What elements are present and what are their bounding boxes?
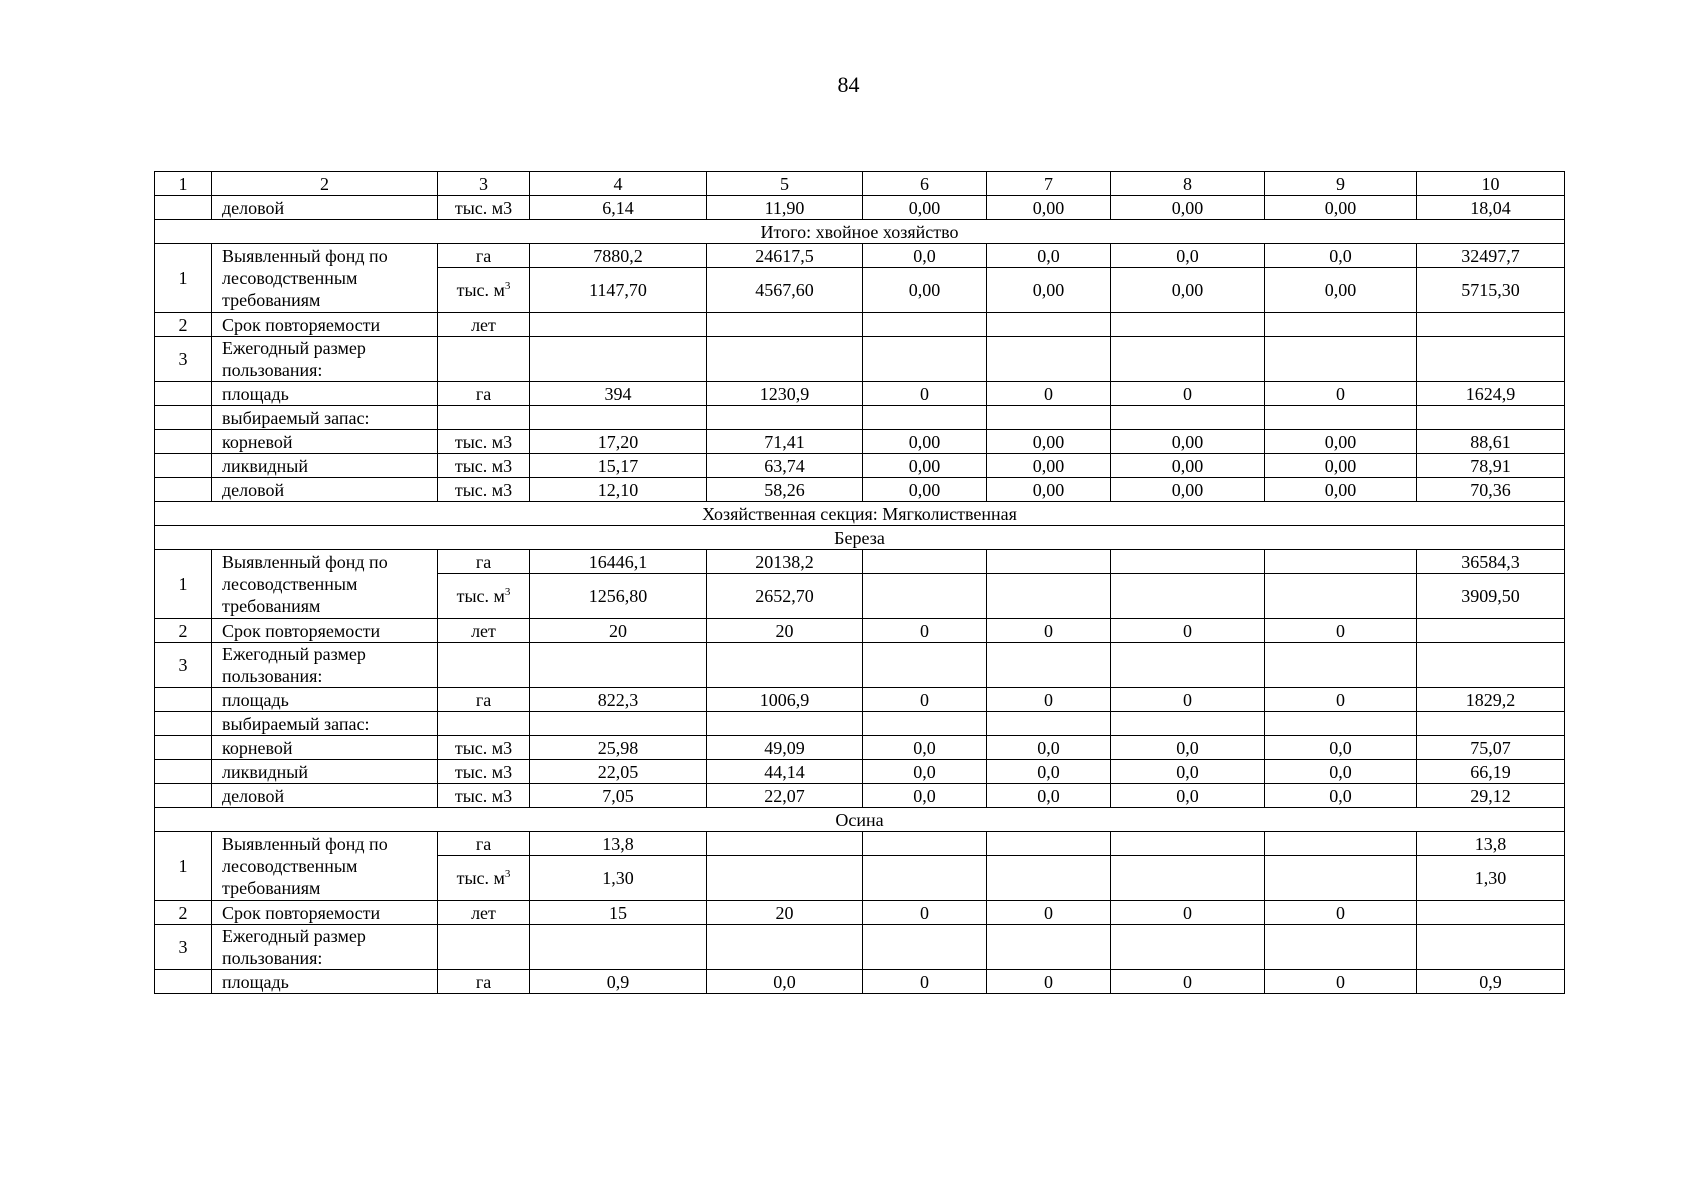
value-cell: 5715,30 xyxy=(1417,268,1565,313)
value-cell xyxy=(987,832,1111,856)
value-cell: 16446,1 xyxy=(530,550,707,574)
value-cell xyxy=(1111,313,1265,337)
unit-cell: тыс. м3 xyxy=(438,430,530,454)
row-number-cell xyxy=(155,784,212,808)
column-number-cell: 7 xyxy=(987,172,1111,196)
empty-cell xyxy=(438,337,530,382)
unit-cell: га xyxy=(438,688,530,712)
value-cell: 0,00 xyxy=(987,454,1111,478)
value-cell: 1147,70 xyxy=(530,268,707,313)
table-row xyxy=(155,550,1565,574)
value-cell: 0,0 xyxy=(987,784,1111,808)
indicator-name-cell: Срок повторяемости xyxy=(212,313,438,337)
page-number: 84 xyxy=(837,72,860,97)
indicator-name-cell: Ежегодный размер пользования: xyxy=(212,925,438,970)
value-cell: 0,00 xyxy=(863,430,987,454)
row-number-cell: 2 xyxy=(155,901,212,925)
unit-text: тыс. м xyxy=(456,586,505,606)
value-cell: 0,9 xyxy=(530,970,707,994)
value-cell: 7880,2 xyxy=(530,244,707,268)
value-cell: 15 xyxy=(530,901,707,925)
unit-cell: тыс. м3 xyxy=(438,760,530,784)
value-cell: 0,0 xyxy=(1111,760,1265,784)
value-cell: 20 xyxy=(530,619,707,643)
value-cell: 0 xyxy=(987,901,1111,925)
indicator-name-cell: Ежегодный размер пользования: xyxy=(212,643,438,688)
empty-cell xyxy=(1265,643,1417,688)
value-cell: 0 xyxy=(863,619,987,643)
value-cell: 78,91 xyxy=(1417,454,1565,478)
unit-cell: тыс. м3 xyxy=(438,196,530,220)
value-cell xyxy=(863,550,987,574)
value-cell: 32497,7 xyxy=(1417,244,1565,268)
value-cell: 0,00 xyxy=(1265,454,1417,478)
value-cell: 6,14 xyxy=(530,196,707,220)
value-cell: 13,8 xyxy=(1417,832,1565,856)
table-row xyxy=(155,313,1565,337)
value-cell xyxy=(863,832,987,856)
value-cell: 0,0 xyxy=(987,244,1111,268)
value-cell xyxy=(1265,574,1417,619)
empty-cell xyxy=(1111,643,1265,688)
empty-cell xyxy=(987,925,1111,970)
value-cell xyxy=(1111,550,1265,574)
value-cell: 0,00 xyxy=(1111,478,1265,502)
value-cell: 12,10 xyxy=(530,478,707,502)
empty-cell xyxy=(1111,925,1265,970)
empty-cell xyxy=(863,406,987,430)
value-cell: 0,0 xyxy=(1265,784,1417,808)
indicator-name-cell: деловой xyxy=(212,478,438,502)
value-cell: 394 xyxy=(530,382,707,406)
value-cell xyxy=(1111,574,1265,619)
row-number-cell: 3 xyxy=(155,643,212,688)
unit-superscript: 3 xyxy=(504,586,511,598)
value-cell: 20 xyxy=(707,901,863,925)
table-row xyxy=(155,760,1565,784)
empty-cell xyxy=(438,925,530,970)
value-cell: 36584,3 xyxy=(1417,550,1565,574)
table-row xyxy=(155,832,1565,856)
row-number-cell xyxy=(155,454,212,478)
value-cell: 1624,9 xyxy=(1417,382,1565,406)
column-number-cell: 1 xyxy=(155,172,212,196)
value-cell: 88,61 xyxy=(1417,430,1565,454)
row-number-cell xyxy=(155,478,212,502)
forest-use-table xyxy=(154,171,1565,994)
value-cell xyxy=(1417,313,1565,337)
value-cell: 0,0 xyxy=(1265,760,1417,784)
section-title-cell: Хозяйственная секция: Мягколиственная xyxy=(155,502,1565,526)
value-cell: 4567,60 xyxy=(707,268,863,313)
value-cell: 0 xyxy=(987,970,1111,994)
empty-cell xyxy=(707,925,863,970)
value-cell: 0,0 xyxy=(863,784,987,808)
value-cell: 49,09 xyxy=(707,736,863,760)
empty-cell xyxy=(863,337,987,382)
value-cell: 75,07 xyxy=(1417,736,1565,760)
column-number-cell: 3 xyxy=(438,172,530,196)
empty-cell xyxy=(987,643,1111,688)
value-cell xyxy=(987,313,1111,337)
table-row xyxy=(155,808,1565,832)
value-cell xyxy=(987,856,1111,901)
indicator-name-cell: Выявленный фонд по лесоводственным требованиям xyxy=(212,832,438,901)
column-number-cell: 4 xyxy=(530,172,707,196)
value-cell: 22,07 xyxy=(707,784,863,808)
value-cell: 44,14 xyxy=(707,760,863,784)
value-cell: 0 xyxy=(987,688,1111,712)
value-cell xyxy=(530,313,707,337)
table-row xyxy=(155,970,1565,994)
value-cell: 0,00 xyxy=(1265,196,1417,220)
value-cell: 1829,2 xyxy=(1417,688,1565,712)
row-number-cell xyxy=(155,970,212,994)
row-number-cell xyxy=(155,760,212,784)
unit-superscript: 3 xyxy=(504,868,511,880)
value-cell: 0,0 xyxy=(1265,244,1417,268)
unit-cell: га xyxy=(438,244,530,268)
indicator-name-cell: Срок повторяемости xyxy=(212,901,438,925)
value-cell: 0 xyxy=(1265,688,1417,712)
value-cell: 0 xyxy=(987,382,1111,406)
unit-cell: га xyxy=(438,970,530,994)
indicator-name-cell: Ежегодный размер пользования: xyxy=(212,337,438,382)
table-row xyxy=(155,196,1565,220)
indicator-name-cell: ликвидный xyxy=(212,454,438,478)
empty-cell xyxy=(1111,337,1265,382)
row-number-cell: 1 xyxy=(155,550,212,619)
row-number-cell xyxy=(155,196,212,220)
unit-cell: га xyxy=(438,550,530,574)
empty-cell xyxy=(438,643,530,688)
indicator-name-cell: площадь xyxy=(212,688,438,712)
row-number-cell: 3 xyxy=(155,925,212,970)
value-cell xyxy=(707,832,863,856)
table-row xyxy=(155,619,1565,643)
indicator-name-cell: корневой xyxy=(212,430,438,454)
empty-cell xyxy=(1111,406,1265,430)
value-cell: 0 xyxy=(1111,688,1265,712)
table-row xyxy=(155,406,1565,430)
row-number-cell: 2 xyxy=(155,313,212,337)
value-cell: 0,00 xyxy=(987,478,1111,502)
value-cell: 0,00 xyxy=(863,196,987,220)
unit-cell: тыс. м3 xyxy=(438,478,530,502)
value-cell: 22,05 xyxy=(530,760,707,784)
empty-cell xyxy=(1265,406,1417,430)
table-row xyxy=(155,244,1565,268)
row-number-cell xyxy=(155,736,212,760)
value-cell: 0 xyxy=(1111,970,1265,994)
unit-cell: лет xyxy=(438,313,530,337)
empty-cell xyxy=(707,337,863,382)
value-cell: 1,30 xyxy=(1417,856,1565,901)
value-cell xyxy=(863,856,987,901)
unit-cell xyxy=(438,574,530,619)
column-number-cell: 10 xyxy=(1417,172,1565,196)
value-cell: 0,00 xyxy=(1265,478,1417,502)
value-cell: 0,0 xyxy=(1111,736,1265,760)
value-cell xyxy=(1265,550,1417,574)
value-cell: 0,0 xyxy=(987,760,1111,784)
value-cell: 58,26 xyxy=(707,478,863,502)
empty-cell xyxy=(1265,712,1417,736)
value-cell: 24617,5 xyxy=(707,244,863,268)
empty-cell xyxy=(1417,712,1565,736)
value-cell: 1256,80 xyxy=(530,574,707,619)
table-row xyxy=(155,220,1565,244)
value-cell: 17,20 xyxy=(530,430,707,454)
column-number-cell: 5 xyxy=(707,172,863,196)
section-title-cell: Осина xyxy=(155,808,1565,832)
value-cell: 0,0 xyxy=(1111,784,1265,808)
value-cell: 20138,2 xyxy=(707,550,863,574)
value-cell: 0 xyxy=(1111,382,1265,406)
table-row xyxy=(155,643,1565,688)
value-cell xyxy=(1265,832,1417,856)
column-number-cell: 8 xyxy=(1111,172,1265,196)
table-row xyxy=(155,526,1565,550)
value-cell: 0,00 xyxy=(1111,196,1265,220)
indicator-name-cell: площадь xyxy=(212,970,438,994)
value-cell: 0,00 xyxy=(987,196,1111,220)
empty-cell xyxy=(863,643,987,688)
indicator-name-cell: выбираемый запас: xyxy=(212,406,438,430)
empty-cell xyxy=(707,406,863,430)
value-cell xyxy=(707,856,863,901)
indicator-name-cell: ликвидный xyxy=(212,760,438,784)
table-row xyxy=(155,430,1565,454)
empty-cell xyxy=(863,925,987,970)
value-cell: 0,00 xyxy=(1111,268,1265,313)
unit-text: тыс. м xyxy=(456,868,505,888)
table-row xyxy=(155,172,1565,196)
value-cell: 0,00 xyxy=(987,268,1111,313)
value-cell: 2652,70 xyxy=(707,574,863,619)
value-cell: 0 xyxy=(863,382,987,406)
unit-cell: га xyxy=(438,832,530,856)
value-cell: 20 xyxy=(707,619,863,643)
unit-cell xyxy=(438,856,530,901)
row-number-cell xyxy=(155,382,212,406)
table-row xyxy=(155,925,1565,970)
value-cell: 71,41 xyxy=(707,430,863,454)
value-cell: 0,00 xyxy=(863,268,987,313)
value-cell: 0,00 xyxy=(987,430,1111,454)
empty-cell xyxy=(530,337,707,382)
unit-text: тыс. м xyxy=(456,280,505,300)
table-row xyxy=(155,478,1565,502)
value-cell: 11,90 xyxy=(707,196,863,220)
row-number-cell: 3 xyxy=(155,337,212,382)
value-cell: 29,12 xyxy=(1417,784,1565,808)
empty-cell xyxy=(530,712,707,736)
value-cell: 0 xyxy=(1265,970,1417,994)
value-cell: 0,0 xyxy=(707,970,863,994)
value-cell: 0,0 xyxy=(987,736,1111,760)
empty-cell xyxy=(1265,337,1417,382)
value-cell xyxy=(1265,856,1417,901)
empty-cell xyxy=(530,406,707,430)
section-title-cell: Береза xyxy=(155,526,1565,550)
empty-cell xyxy=(707,712,863,736)
table-body xyxy=(155,172,1565,994)
row-number-cell: 1 xyxy=(155,244,212,313)
value-cell xyxy=(1111,832,1265,856)
table-row xyxy=(155,712,1565,736)
value-cell xyxy=(1417,619,1565,643)
value-cell: 0,0 xyxy=(1111,244,1265,268)
empty-cell xyxy=(1265,925,1417,970)
empty-cell xyxy=(1111,712,1265,736)
empty-cell xyxy=(987,406,1111,430)
row-number-cell xyxy=(155,406,212,430)
value-cell: 63,74 xyxy=(707,454,863,478)
value-cell xyxy=(863,574,987,619)
column-number-cell: 2 xyxy=(212,172,438,196)
table-row xyxy=(155,688,1565,712)
value-cell: 0,0 xyxy=(1265,736,1417,760)
indicator-name-cell: деловой xyxy=(212,784,438,808)
value-cell: 0,00 xyxy=(863,478,987,502)
table-row xyxy=(155,502,1565,526)
value-cell: 0 xyxy=(1111,901,1265,925)
indicator-name-cell: деловой xyxy=(212,196,438,220)
value-cell: 1006,9 xyxy=(707,688,863,712)
unit-cell: лет xyxy=(438,901,530,925)
value-cell: 0 xyxy=(1265,619,1417,643)
value-cell xyxy=(1111,856,1265,901)
value-cell xyxy=(987,574,1111,619)
value-cell: 3909,50 xyxy=(1417,574,1565,619)
value-cell: 0,00 xyxy=(1111,430,1265,454)
row-number-cell: 2 xyxy=(155,619,212,643)
indicator-name-cell: выбираемый запас: xyxy=(212,712,438,736)
value-cell: 0 xyxy=(987,619,1111,643)
table-row xyxy=(155,784,1565,808)
value-cell xyxy=(1265,313,1417,337)
value-cell: 0 xyxy=(1265,382,1417,406)
row-number-cell xyxy=(155,712,212,736)
value-cell: 66,19 xyxy=(1417,760,1565,784)
row-number-cell xyxy=(155,430,212,454)
table-row xyxy=(155,382,1565,406)
value-cell: 25,98 xyxy=(530,736,707,760)
empty-cell xyxy=(1417,406,1565,430)
unit-cell xyxy=(438,268,530,313)
value-cell: 822,3 xyxy=(530,688,707,712)
empty-cell xyxy=(438,406,530,430)
empty-cell xyxy=(438,712,530,736)
value-cell xyxy=(1417,901,1565,925)
value-cell: 1230,9 xyxy=(707,382,863,406)
empty-cell xyxy=(1417,925,1565,970)
column-number-cell: 9 xyxy=(1265,172,1417,196)
value-cell: 0,0 xyxy=(863,244,987,268)
value-cell: 0 xyxy=(1111,619,1265,643)
unit-cell: тыс. м3 xyxy=(438,736,530,760)
empty-cell xyxy=(987,712,1111,736)
value-cell: 0,00 xyxy=(1265,430,1417,454)
value-cell: 18,04 xyxy=(1417,196,1565,220)
row-number-cell: 1 xyxy=(155,832,212,901)
indicator-name-cell: Выявленный фонд по лесоводственным требованиям xyxy=(212,244,438,313)
empty-cell xyxy=(987,337,1111,382)
value-cell: 0 xyxy=(863,901,987,925)
value-cell: 0,0 xyxy=(863,736,987,760)
value-cell: 0 xyxy=(1265,901,1417,925)
value-cell: 0 xyxy=(863,688,987,712)
unit-cell: лет xyxy=(438,619,530,643)
value-cell: 13,8 xyxy=(530,832,707,856)
value-cell xyxy=(707,313,863,337)
value-cell: 0 xyxy=(863,970,987,994)
unit-cell: тыс. м3 xyxy=(438,784,530,808)
value-cell: 15,17 xyxy=(530,454,707,478)
unit-cell: га xyxy=(438,382,530,406)
value-cell: 70,36 xyxy=(1417,478,1565,502)
value-cell: 0,00 xyxy=(1111,454,1265,478)
value-cell: 0,00 xyxy=(863,454,987,478)
empty-cell xyxy=(707,643,863,688)
indicator-name-cell: Срок повторяемости xyxy=(212,619,438,643)
column-number-cell: 6 xyxy=(863,172,987,196)
row-number-cell xyxy=(155,688,212,712)
value-cell xyxy=(987,550,1111,574)
indicator-name-cell: Выявленный фонд по лесоводственным требованиям xyxy=(212,550,438,619)
empty-cell xyxy=(863,712,987,736)
value-cell: 7,05 xyxy=(530,784,707,808)
table-row xyxy=(155,337,1565,382)
table-row xyxy=(155,901,1565,925)
indicator-name-cell: площадь xyxy=(212,382,438,406)
empty-cell xyxy=(1417,643,1565,688)
indicator-name-cell: корневой xyxy=(212,736,438,760)
table-row xyxy=(155,454,1565,478)
value-cell: 0,9 xyxy=(1417,970,1565,994)
table-row xyxy=(155,736,1565,760)
value-cell: 0,00 xyxy=(1265,268,1417,313)
empty-cell xyxy=(530,925,707,970)
unit-cell: тыс. м3 xyxy=(438,454,530,478)
section-title-cell: Итого: хвойное хозяйство xyxy=(155,220,1565,244)
value-cell: 0,0 xyxy=(863,760,987,784)
value-cell: 1,30 xyxy=(530,856,707,901)
empty-cell xyxy=(530,643,707,688)
value-cell xyxy=(863,313,987,337)
empty-cell xyxy=(1417,337,1565,382)
unit-superscript: 3 xyxy=(504,280,511,292)
